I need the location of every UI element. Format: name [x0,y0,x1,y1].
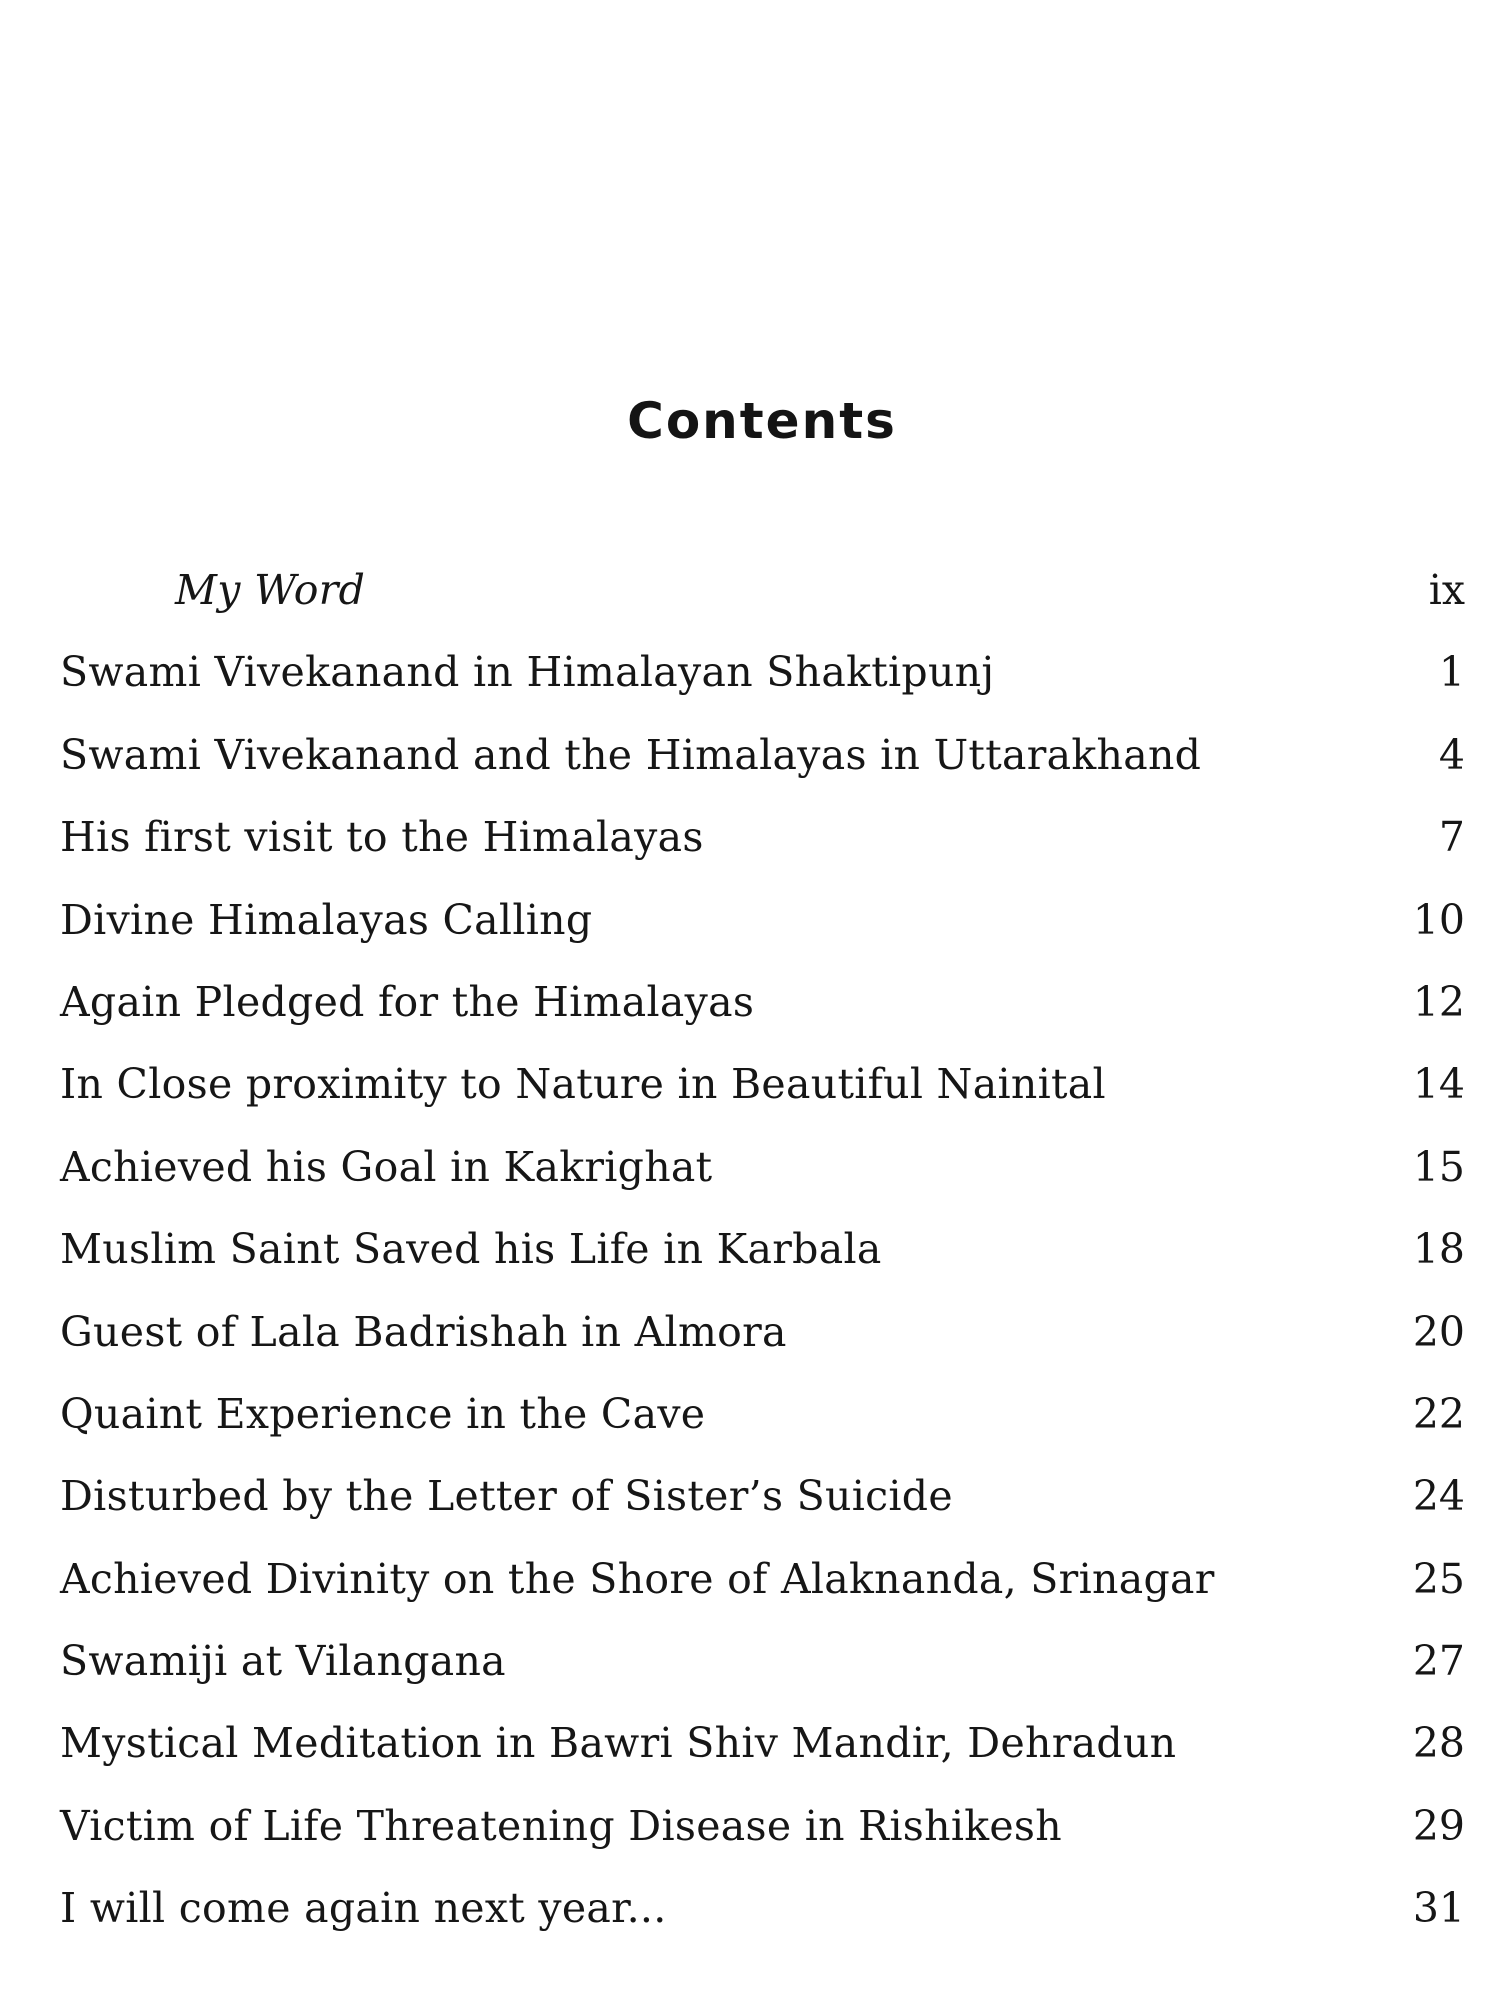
toc-entry [60,1466,1465,1548]
toc-entry-page: 20 [1412,1307,1465,1356]
toc-entry [60,1302,1465,1384]
toc-entry-page: 31 [1412,1884,1465,1933]
toc-entry-page: 4 [1438,730,1465,779]
toc-entry-title: Again Pledged for the Himalayas [60,977,755,1026]
toc-entry [60,1796,1465,1878]
toc-entry [60,1137,1465,1219]
toc-entry [60,972,1465,1054]
toc-entry-title: Disturbed by the Letter of Sister’s Suicide [60,1472,953,1521]
toc-entry-page: 25 [1412,1554,1465,1603]
toc-entry [60,1878,1465,1960]
table-of-contents [60,560,1465,1961]
toc-entry-page: 28 [1412,1719,1465,1768]
toc-entry-title: In Close proximity to Nature in Beautiful Nainital [60,1060,1106,1109]
toc-entry-title: Swami Vivekanand in Himalayan Shaktipunj [60,648,995,697]
toc-entry-page: 27 [1412,1637,1465,1686]
toc-entry-title: Muslim Saint Saved his Life in Karbala [60,1225,882,1274]
toc-entry-page: ix [1428,566,1465,614]
toc-entry-title: Guest of Lala Badrishah in Almora [60,1307,787,1356]
toc-entry [60,642,1465,724]
toc-entry-title: Victim of Life Threatening Disease in Rishikesh [60,1801,1062,1850]
toc-entry [60,1219,1465,1301]
toc-entry-page: 18 [1412,1225,1465,1274]
contents-heading: Contents [627,391,897,450]
toc-entry-page: 14 [1412,1060,1465,1109]
toc-entry-page: 1 [1438,648,1465,697]
toc-entry [60,1054,1465,1136]
toc-entry-title: Achieved his Goal in Kakrighat [60,1142,713,1191]
toc-entry-title: Quaint Experience in the Cave [60,1389,706,1438]
toc-entry-page: 15 [1412,1142,1465,1191]
toc-entry-title: Mystical Meditation in Bawri Shiv Mandir, Dehradun [60,1719,1177,1768]
toc-entry [60,807,1465,889]
toc-entry-title: Achieved Divinity on the Shore of Alaknanda, Srinagar [60,1554,1215,1603]
toc-entry [60,725,1465,807]
toc-entry-title: My Word [175,566,366,614]
toc-entry [60,1713,1465,1795]
toc-entry-page: 29 [1412,1801,1465,1850]
toc-entry-page: 10 [1412,895,1465,944]
toc-entry-page: 7 [1438,813,1465,862]
toc-entry-title: Divine Himalayas Calling [60,895,593,944]
toc-entry-title: His first visit to the Himalayas [60,813,704,862]
toc-entry [60,560,1465,642]
toc-entry-title: I will come again next year... [60,1884,667,1933]
toc-entry-title: Swamiji at Vilangana [60,1637,506,1686]
toc-entry [60,1549,1465,1631]
toc-entry-page: 24 [1412,1472,1465,1521]
toc-entry-page: 12 [1412,977,1465,1026]
toc-entry [60,1631,1465,1713]
toc-entry [60,1384,1465,1466]
toc-entry [60,890,1465,972]
toc-entry-title: Swami Vivekanand and the Himalayas in Uttarakhand [60,730,1202,779]
toc-entry-page: 22 [1412,1389,1465,1438]
